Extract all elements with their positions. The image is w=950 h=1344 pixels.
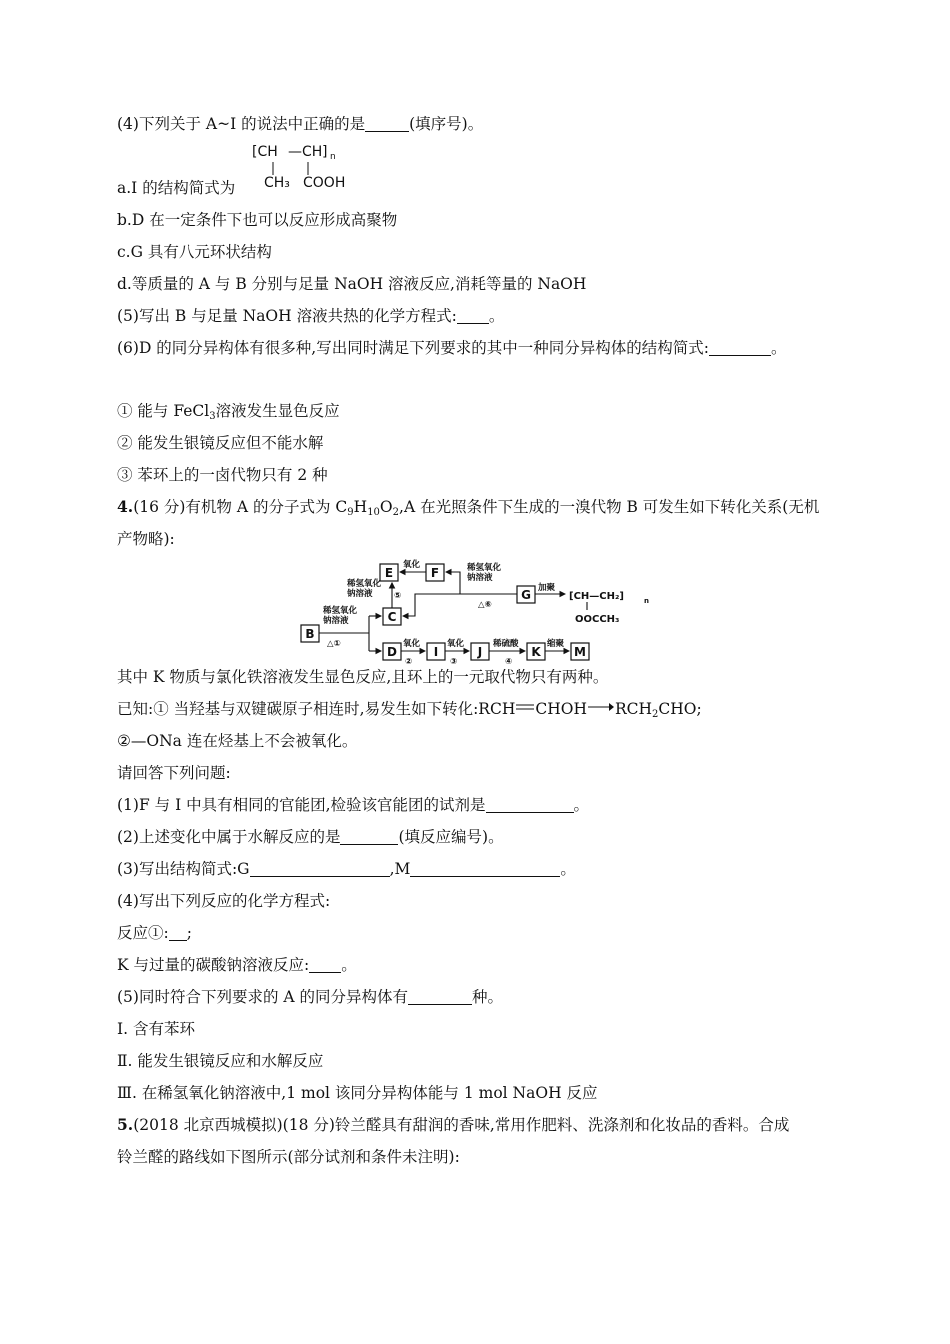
condition-2: Ⅱ. 能发生银镜反应和水解反应 — [117, 1052, 324, 1070]
answer-blank-m[interactable] — [410, 860, 560, 877]
svg-text:钠溶液: 钠溶液 — [467, 573, 493, 583]
answer-blank[interactable] — [408, 988, 472, 1005]
svg-text:氧化: 氧化 — [403, 639, 421, 649]
svg-text:△⑥: △⑥ — [478, 600, 492, 610]
q4-sub3: (3)写出结构简式:G ,M 。 — [117, 860, 576, 878]
answer-blank[interactable] — [169, 924, 187, 941]
q5-intro: 5.(2018 北京西城模拟)(18 分)铃兰醛具有甜润的香味,常用作肥料、洗涤剂和化妆品的香料。合成 — [117, 1115, 790, 1134]
svg-text:△①: △① — [327, 639, 341, 649]
requirement-3: ③ 苯环上的一卤代物只有 2 种 — [117, 466, 328, 484]
answer-blank-g[interactable] — [250, 860, 390, 877]
q4-intro: 4.(16 分)有机物 A 的分子式为 $C_9H_{10}O_2,A$ 在光照条件下生成的一溴代物 B 可发生如下转化关系(无机 — [117, 497, 820, 518]
label-D: D — [387, 645, 397, 659]
svg-text:钠溶液: 钠溶液 — [323, 616, 349, 626]
label-B: B — [305, 627, 315, 641]
answer-blank[interactable] — [340, 828, 398, 845]
q3-option-a: a.I 的结构简式为 — [117, 179, 236, 197]
double-bond-icon — [515, 702, 535, 712]
svg-text:稀氢氧化: 稀氢氧化 — [467, 563, 502, 573]
label-M: M — [574, 645, 586, 659]
svg-text:④: ④ — [505, 657, 513, 667]
q4-intro-cont: 产物略): — [117, 530, 175, 548]
svg-text:加聚: 加聚 — [538, 583, 556, 593]
known-2: ②—ONa 连在烃基上不会被氧化。 — [117, 732, 358, 750]
known-1: 已知:① 当羟基与双键碳原子相连时,易发生如下转化:RCH CHOH $RCH_2CHO$; — [117, 700, 702, 720]
ask-line: 请回答下列问题: — [117, 764, 231, 782]
condition-1: Ⅰ. 含有苯环 — [117, 1020, 195, 1038]
q3-option-b: b.D 在一定条件下也可以反应形成高聚物 — [117, 211, 398, 229]
q3-part4: (4)下列关于 A~I 的说法中正确的是 (填序号)。 — [117, 115, 484, 133]
polymer-structure-a: [CH —CH ] n CH₃ COOH — [250, 144, 370, 196]
svg-text:③: ③ — [450, 657, 458, 667]
svg-text:氧化: 氧化 — [447, 639, 465, 649]
svg-text:钠溶液: 钠溶液 — [347, 589, 373, 599]
arrow-right-icon — [587, 702, 615, 712]
requirement-2: ② 能发生银镜反应但不能水解 — [117, 434, 324, 452]
condition-3: Ⅲ. 在稀氢氧化钠溶液中,1 mol 该同分异构体能与 1 mol NaOH 反应 — [117, 1084, 598, 1102]
svg-text:稀氢氧化: 稀氢氧化 — [347, 579, 382, 589]
q3-part6: (6)D 的同分异构体有很多种,写出同时满足下列要求的其中一种同分异构体的结构简式: 。 — [117, 339, 787, 357]
svg-text:⑤: ⑤ — [394, 591, 402, 601]
polymer-ester-group: OOCCH₃ — [575, 614, 620, 625]
q5-intro-cont: 铃兰醛的路线如下图所示(部分试剂和条件未注明): — [117, 1148, 460, 1166]
label-F: F — [430, 566, 440, 580]
q4-sub5: (5)同时符合下列要求的 A 的同分异构体有 种。 — [117, 988, 504, 1006]
q4-sub1: (1)F 与 I 中具有相同的官能团,检验该官能团的试剂是 。 — [117, 796, 590, 814]
label-J: J — [477, 645, 483, 659]
svg-text:稀氢氧化: 稀氢氧化 — [323, 606, 358, 616]
requirement-1: ① 能与 FeCl$_3$溶液发生显色反应 — [117, 402, 340, 422]
label-K: K — [531, 645, 541, 659]
reaction-scheme — [295, 558, 675, 668]
answer-blank[interactable] — [309, 956, 341, 973]
label-G: G — [521, 588, 531, 602]
answer-blank[interactable] — [486, 796, 574, 813]
svg-text:稀硫酸: 稀硫酸 — [493, 639, 519, 649]
q4-sub4a: 反应①: ; — [117, 924, 192, 942]
q4-sub4: (4)写出下列反应的化学方程式: — [117, 892, 331, 910]
svg-text:n: n — [644, 597, 649, 605]
svg-text:氧化: 氧化 — [403, 560, 421, 570]
svg-text:②: ② — [405, 657, 413, 667]
q3-option-c: c.G 具有八元环状结构 — [117, 243, 272, 261]
answer-blank[interactable] — [457, 307, 489, 324]
polymer-top: [CH—CH₂] — [569, 591, 624, 602]
q4-sub4b: K 与过量的碳酸钠溶液反应: 。 — [117, 956, 357, 974]
answer-blank[interactable] — [365, 115, 409, 132]
label-I: I — [433, 645, 439, 659]
svg-text:缩聚: 缩聚 — [547, 639, 565, 649]
q4-sub2: (2)上述变化中属于水解反应的是 (填反应编号)。 — [117, 828, 504, 846]
label-E: E — [384, 566, 394, 580]
answer-blank[interactable] — [709, 339, 771, 356]
q3-part5: (5)写出 B 与足量 NaOH 溶液共热的化学方程式: 。 — [117, 307, 505, 325]
k-note: 其中 K 物质与氯化铁溶液发生显色反应,且环上的一元取代物只有两种。 — [117, 668, 609, 686]
q3-option-d: d.等质量的 A 与 B 分别与足量 NaOH 溶液反应,消耗等量的 NaOH — [117, 275, 587, 293]
label-C: C — [387, 610, 397, 624]
